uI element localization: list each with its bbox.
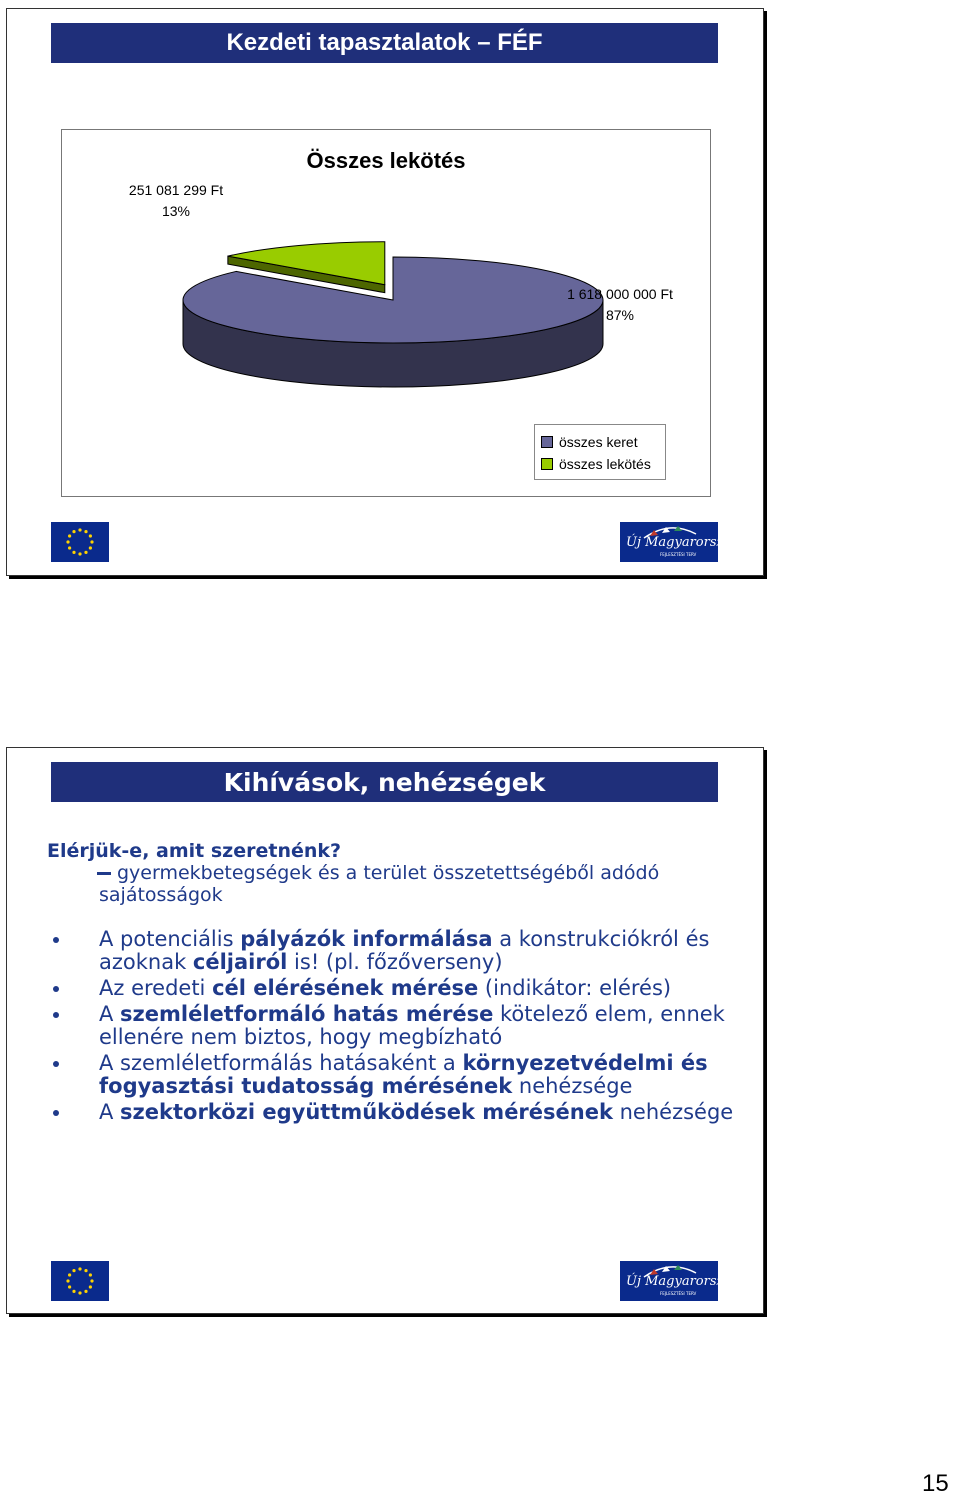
bullet-text: A potenciális (99, 927, 241, 951)
pie-chart (61, 129, 711, 497)
data-label-osszes-keret (550, 284, 690, 326)
bullet-dot-icon (53, 1012, 59, 1018)
bullet-text: a konstrukciókról és azoknak (99, 927, 710, 974)
um-logo-subtext: FEJLESZTÉSI TERV (660, 552, 697, 557)
legend-item-osszes-lekotes (541, 456, 651, 472)
um-logo-text: Új Magyarország (626, 1274, 740, 1289)
bullet-text-bold: szemléletformáló hatás mérése (120, 1002, 494, 1026)
eu-star-icon (78, 1291, 81, 1294)
dash-item (47, 862, 737, 906)
legend-label: összes lekötés (559, 456, 651, 472)
bullet-text: nehézsége (512, 1074, 633, 1098)
eu-stars-icon (60, 525, 100, 559)
eu-star-icon (90, 1279, 93, 1282)
eu-star-icon (78, 1267, 81, 1270)
um-logo-subtext: FEJLESZTÉSI TERV (660, 1291, 697, 1296)
pie-slice-osszes-keret (183, 257, 603, 343)
legend-swatch (541, 436, 553, 448)
data-label-value: 251 081 299 Ft (128, 182, 224, 198)
slide-2-content (47, 840, 737, 1127)
bullet-dot-icon (53, 986, 59, 992)
eu-star-icon (89, 1273, 92, 1276)
slide-1 (6, 8, 764, 576)
eu-star-icon (66, 540, 69, 543)
eu-star-icon (68, 1285, 71, 1288)
eu-star-icon (78, 552, 81, 555)
eu-star-icon (84, 551, 87, 554)
bullet-item (47, 1101, 737, 1124)
eu-star-icon (78, 528, 81, 531)
chart-title: Összes lekötés (306, 148, 466, 173)
eu-star-icon (72, 1290, 75, 1293)
eu-star-icon (66, 1279, 69, 1282)
eu-star-icon (89, 546, 92, 549)
bullet-dot-icon (53, 1061, 59, 1067)
bullet-text: Az eredeti (99, 976, 213, 1000)
bullet-text: A (99, 1002, 121, 1026)
legend-swatch (541, 458, 553, 470)
chart-legend (534, 424, 666, 480)
bullet-text-bold: pályázók informálása (240, 927, 493, 951)
dash-item-text: gyermekbetegségek és a terület összetettségéből adódó sajátosságok (99, 862, 660, 906)
uj-magyarorszag-logo (620, 522, 740, 562)
bullet-text-bold: céljairól (192, 950, 288, 974)
legend-item-osszes-keret (541, 434, 638, 450)
legend-label: összes keret (559, 434, 638, 450)
eu-star-icon (89, 1285, 92, 1288)
question-heading: Elérjük-e, amit szeretnénk? (47, 840, 342, 862)
eu-star-icon (84, 1269, 87, 1272)
data-label-value: 1 618 000 000 Ft (567, 286, 673, 302)
eu-star-icon (68, 534, 71, 537)
eu-star-icon (90, 540, 93, 543)
bullet-item (47, 977, 737, 1000)
uj-magyarorszag-logo (620, 1261, 740, 1301)
data-label-percent: 87% (605, 307, 635, 323)
slide-1-title: Kezdeti tapasztalatok – FÉF (51, 23, 718, 63)
bullet-dot-icon (53, 937, 59, 943)
bullet-text: is! (pl. főzőverseny) (287, 950, 503, 974)
eu-star-icon (72, 530, 75, 533)
bullet-text: A (99, 1100, 121, 1124)
bullet-text: A szemléletformálás hatásaként a (99, 1051, 463, 1075)
bullet-item (47, 1052, 737, 1098)
bullet-list (47, 928, 737, 1124)
bullet-dot-icon (53, 1110, 59, 1116)
eu-star-icon (72, 551, 75, 554)
dash-icon (97, 872, 111, 875)
eu-star-icon (68, 546, 71, 549)
eu-star-icon (84, 530, 87, 533)
data-label-osszes-lekotes (106, 180, 246, 222)
um-logo-text: Új Magyarország (626, 535, 740, 550)
bullet-item (47, 1003, 737, 1049)
eu-flag-logo (51, 1261, 109, 1301)
bullet-text-bold: környezetvédelmi és fogyasztási tudatosság mérésének (99, 1051, 708, 1098)
bullet-text: kötelező elem, ennek ellenére nem biztos, hogy megbízható (99, 1002, 725, 1049)
eu-star-icon (72, 1269, 75, 1272)
eu-star-icon (84, 1290, 87, 1293)
slide-2 (6, 747, 764, 1314)
bullet-text: (indikátor: elérés) (478, 976, 672, 1000)
bullet-text-bold: szektorközi együttműködések mérésének (120, 1100, 613, 1124)
bullet-text-bold: cél elérésének mérése (212, 976, 479, 1000)
eu-stars-icon (60, 1264, 100, 1298)
page-number: 15 (922, 1470, 949, 1497)
data-label-percent: 13% (161, 203, 191, 219)
eu-star-icon (68, 1273, 71, 1276)
bullet-text: nehézsége (612, 1100, 734, 1124)
slide-2-title: Kihívások, nehézségek (51, 762, 718, 802)
eu-flag-logo (51, 522, 109, 562)
bullet-item (47, 928, 737, 974)
eu-star-icon (89, 534, 92, 537)
